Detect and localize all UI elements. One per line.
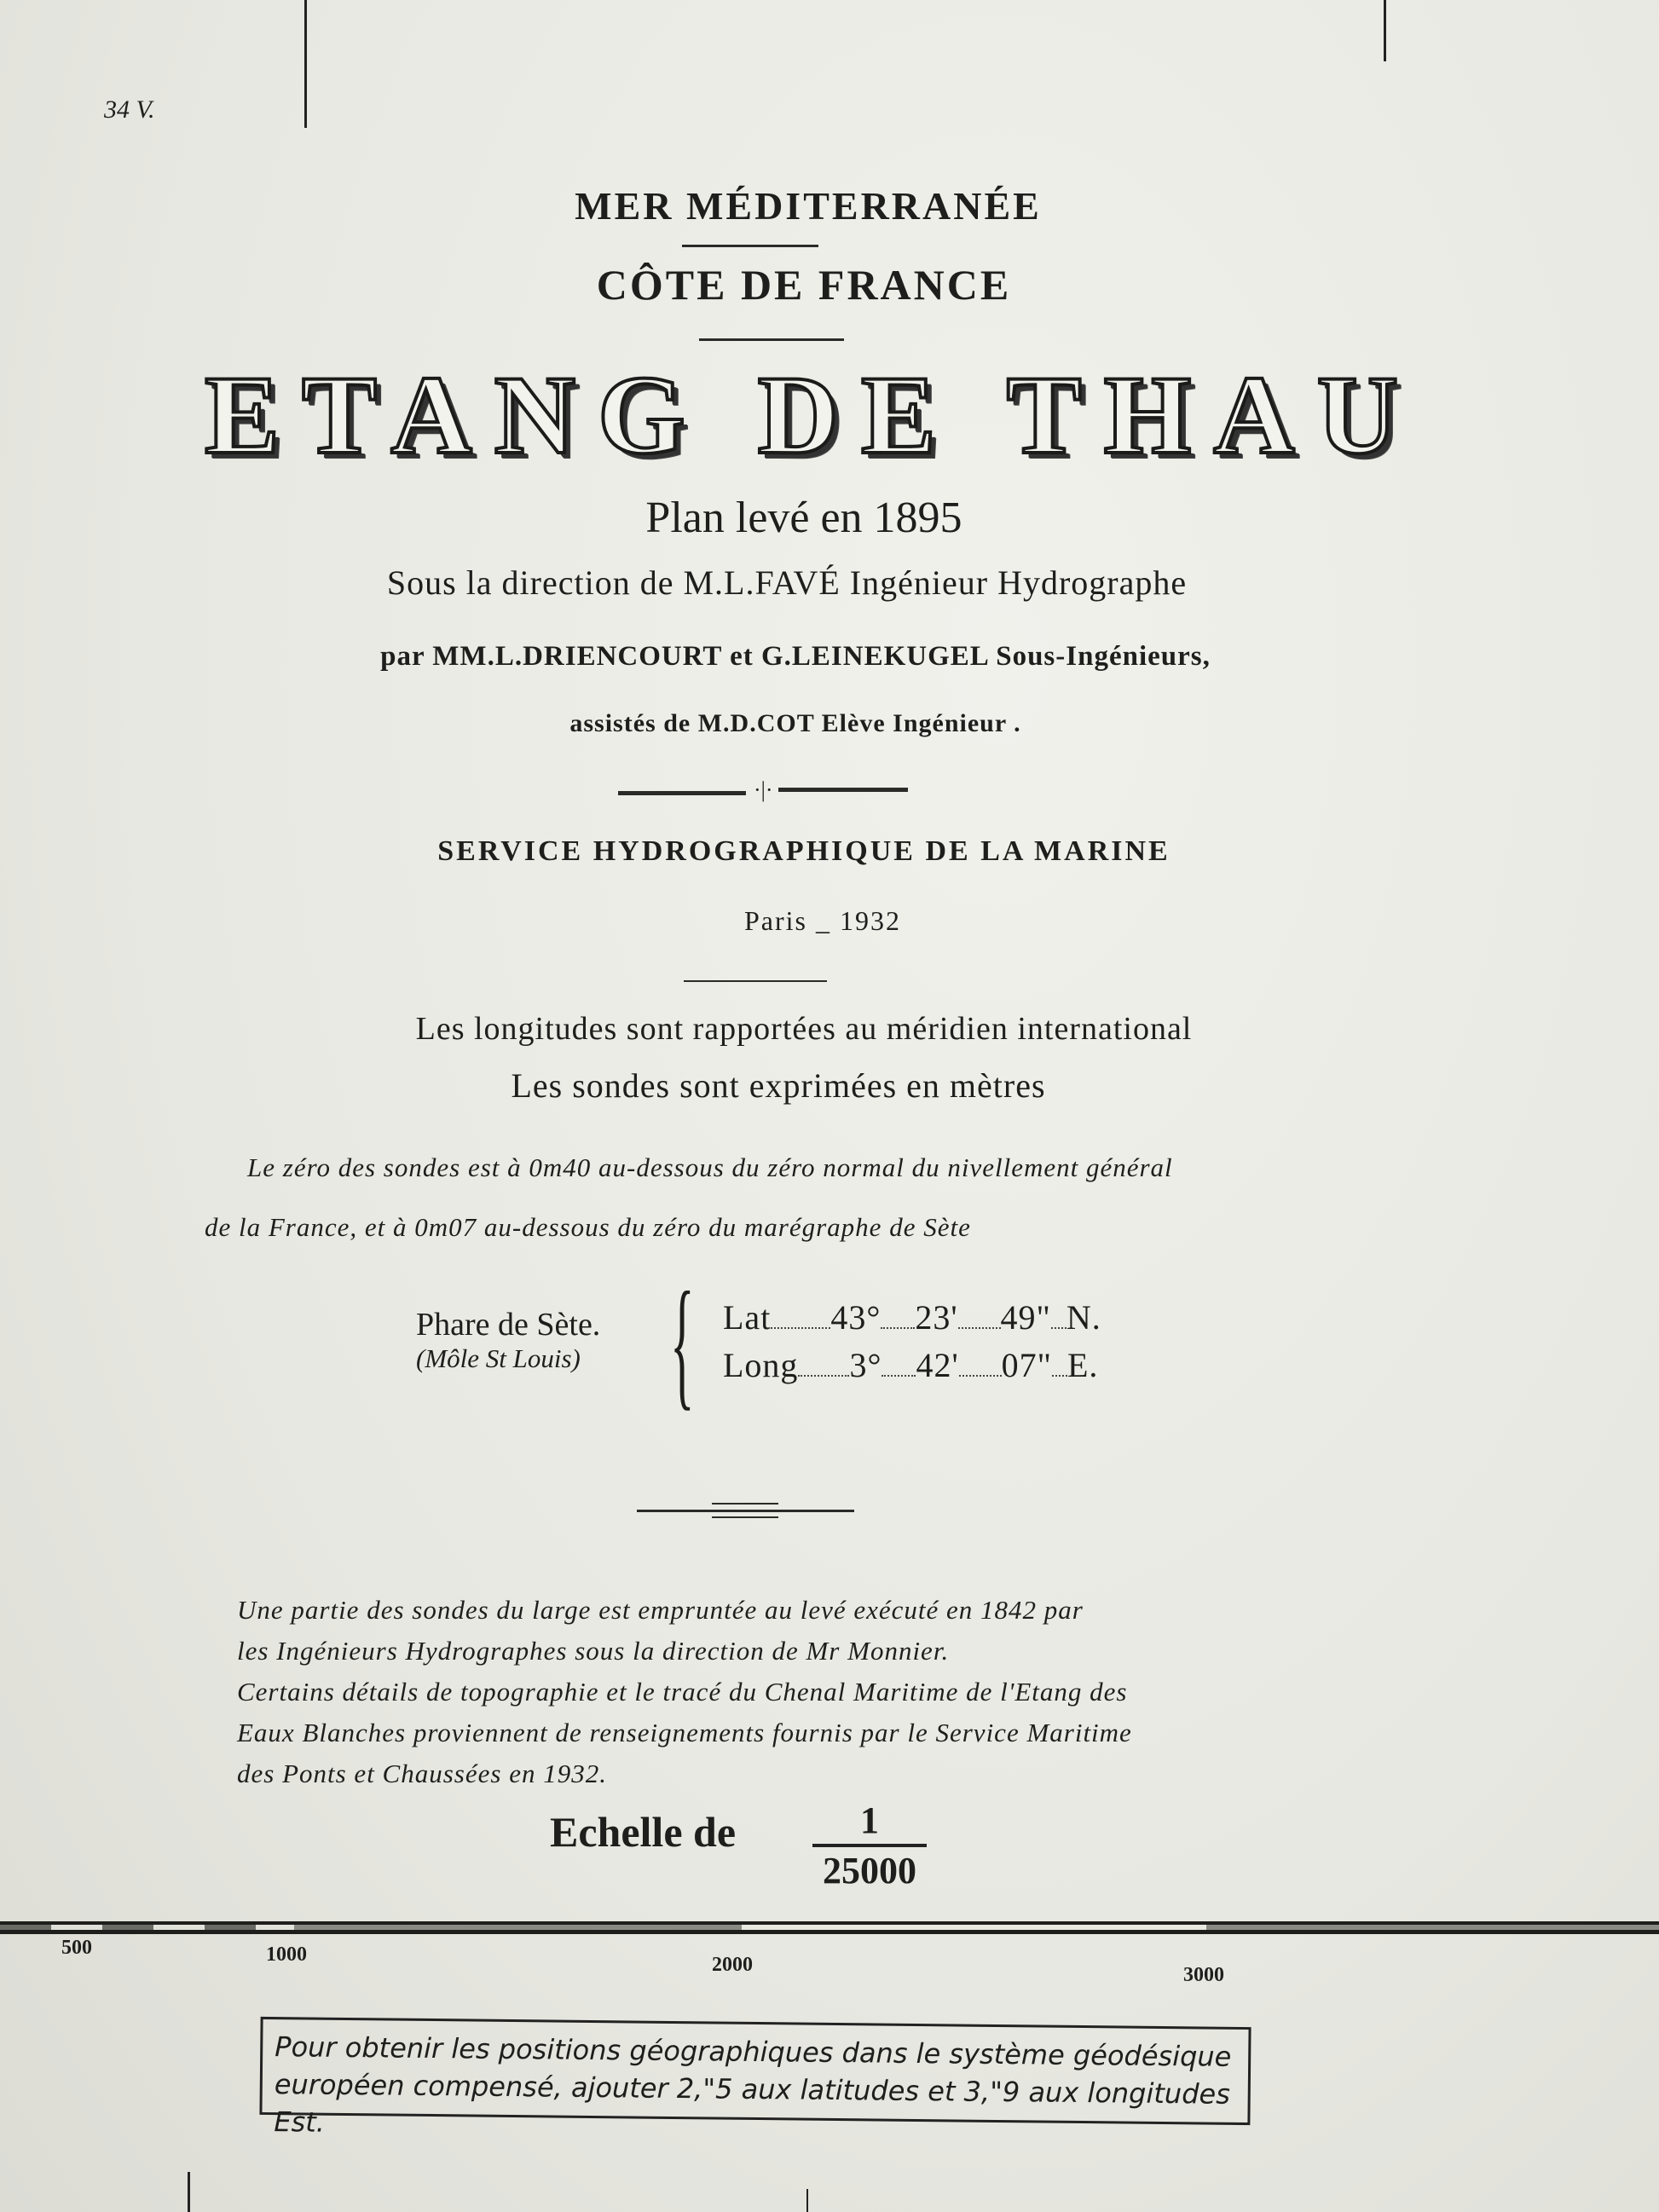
lat-seconds: 49" xyxy=(1000,1298,1051,1337)
ornament-right xyxy=(778,788,908,792)
leader-dots xyxy=(882,1368,916,1377)
longitudes-note: Les longitudes sont rapportées au méridien international xyxy=(415,1011,1193,1047)
divider-double-outer xyxy=(637,1510,854,1512)
frame-line-left-bottom xyxy=(188,2172,190,2212)
geodesic-note-box xyxy=(259,2017,1251,2139)
zero-note-line2: de la France, et à 0m07 au-dessous du zéro du marégraphe de Sète xyxy=(205,1212,971,1242)
leader-dots xyxy=(881,1320,915,1329)
long-seconds: 07" xyxy=(1001,1346,1052,1384)
note-line: les Ingénieurs Hydrographes sous la direction de Mr Monnier. xyxy=(237,1636,950,1666)
note-line: des Ponts et Chaussées en 1932. xyxy=(237,1759,607,1788)
leader-dots xyxy=(1051,1320,1066,1329)
scale-fraction xyxy=(806,1799,934,1892)
lat-degrees: 43° xyxy=(830,1298,882,1337)
frame-line-left-top xyxy=(304,0,307,128)
divider-2 xyxy=(699,338,844,341)
divider-3 xyxy=(684,980,827,982)
frame-line-right-top xyxy=(1384,0,1386,61)
chart-title: ETANG DE THAU xyxy=(205,352,1420,477)
scale-tick-500: 500 xyxy=(61,1937,92,1959)
lat-label: Lat xyxy=(723,1298,772,1337)
latitude-line xyxy=(723,1297,1101,1337)
note-line: Certains détails de topographie et le tracé du Chenal Maritime de l'Etang des xyxy=(237,1677,1128,1707)
brace-symbol: { xyxy=(670,1262,695,1423)
geodesic-note-line2: européen compensé, ajouter 2,"5 aux latitudes et 3,"9 aux longitudes Est. xyxy=(274,2068,1231,2139)
scale-tick-2000: 2000 xyxy=(712,1954,753,1976)
sources-note xyxy=(237,1590,1345,1794)
soundings-note: Les sondes sont exprimées en mètres xyxy=(511,1066,1046,1105)
lat-direction: N. xyxy=(1066,1298,1101,1337)
lighthouse-name: Phare de Sète. xyxy=(416,1307,601,1343)
leader-dots xyxy=(959,1368,1002,1377)
ornament-center: ·|· xyxy=(754,777,773,802)
zero-note-line1: Le zéro des sondes est à 0m40 au-dessous du zéro normal du nivellement général xyxy=(247,1152,1173,1182)
scale-tick-1000: 1000 xyxy=(266,1943,307,1966)
divider-double-inner xyxy=(712,1503,778,1505)
long-direction: E. xyxy=(1066,1346,1099,1384)
survey-year: Plan levé en 1895 xyxy=(645,494,962,542)
geodesic-note-line1: Pour obtenir les positions géographiques dans le système géodésique xyxy=(275,2030,1232,2073)
surveyors-credit: par MM.L.DRIENCOURT et G.LEINEKUGEL Sous-Ingénieurs, xyxy=(380,641,1211,672)
longitude-line xyxy=(723,1345,1098,1385)
divider-1 xyxy=(682,245,818,247)
lat-minutes: 23' xyxy=(915,1298,958,1337)
scale-numerator: 1 xyxy=(860,1799,879,1841)
place-date: Paris _ 1932 xyxy=(744,905,901,936)
note-line: Eaux Blanches proviennent de renseignements fournis par le Service Maritime xyxy=(237,1718,1132,1747)
lighthouse-subtitle: (Môle St Louis) xyxy=(416,1343,581,1373)
frame-line-center-bottom xyxy=(806,2189,808,2212)
leader-dots xyxy=(771,1320,830,1329)
leader-dots xyxy=(798,1368,849,1377)
direction-credit: Sous la direction de M.L.FAVÉ Ingénieur Hydrographe xyxy=(386,563,1188,602)
coast-heading: CÔTE DE FRANCE xyxy=(596,261,1012,309)
assistant-credit: assistés de M.D.COT Elève Ingénieur . xyxy=(569,709,1021,737)
leader-dots xyxy=(1052,1368,1067,1377)
page-reference: 34 V. xyxy=(104,95,155,124)
divider-double-inner2 xyxy=(712,1516,778,1518)
leader-dots xyxy=(958,1320,1001,1329)
ornament-left xyxy=(618,791,746,795)
scale-denominator: 25000 xyxy=(823,1850,916,1891)
sea-heading: MER MÉDITERRANÉE xyxy=(575,184,1042,228)
note-line: Une partie des sondes du large est empruntée au levé exécuté en 1842 par xyxy=(237,1595,1084,1625)
long-minutes: 42' xyxy=(916,1346,959,1384)
scale-tick-3000: 3000 xyxy=(1183,1964,1224,1986)
scale-label: Echelle de xyxy=(550,1808,737,1856)
long-degrees: 3° xyxy=(849,1346,882,1384)
graphic-scale-bar xyxy=(0,1916,1659,1938)
service-heading: SERVICE HYDROGRAPHIQUE DE LA MARINE xyxy=(437,835,1171,867)
long-label: Long xyxy=(723,1346,799,1384)
fraction-bar xyxy=(812,1844,927,1847)
